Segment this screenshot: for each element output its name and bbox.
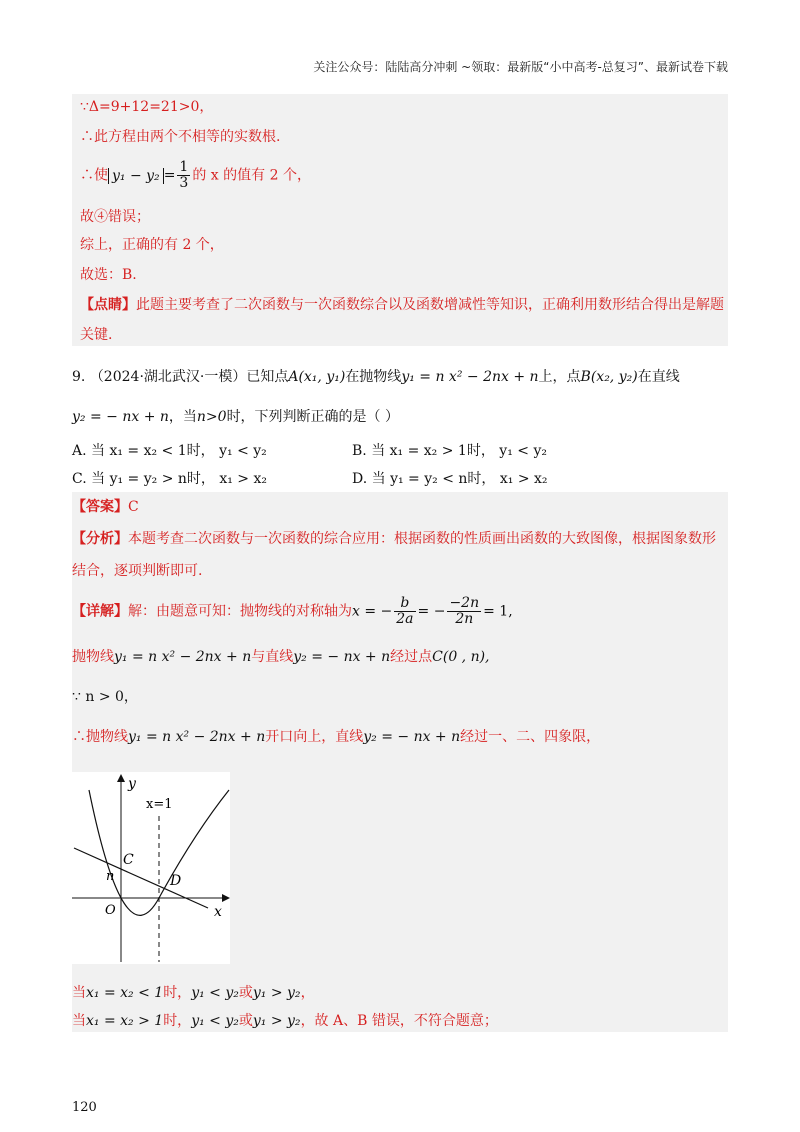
answer-value: C — [128, 499, 139, 515]
case2-or: 或 — [238, 1013, 253, 1029]
option-c-label: C. — [72, 471, 87, 487]
comment-line-1 — [80, 296, 724, 314]
question-source: （2024·湖北武汉·一模） — [89, 369, 247, 385]
case1-a: 当 — [72, 985, 86, 1001]
option-a — [72, 440, 267, 460]
analysis-text-1: 本题考查二次函数与一次函数的综合应用：根据函数的性质画出函数的大致图像，根据图象数形 — [128, 531, 716, 547]
solution-line-4: 故④错误； — [80, 209, 150, 225]
option-d-text: 当 y₁ = y₂ < n时， x₁ > x₂ — [371, 471, 548, 487]
stem-part-e: ，当 — [168, 409, 197, 425]
eq-mid: = − — [417, 603, 446, 620]
line-equation: y₂ = − nx + n — [72, 409, 169, 425]
x-axis-arrow — [222, 894, 230, 902]
option-b — [352, 440, 547, 460]
axis-expr: x = − — [352, 603, 393, 620]
option-b-text: 当 x₁ = x₂ > 1时， y₁ < y₂ — [371, 443, 547, 459]
page-number: 120 — [72, 1100, 97, 1115]
straight-line — [74, 848, 208, 908]
comment-line-2: 关键. — [80, 327, 113, 343]
option-a-text: 当 x₁ = x₂ < 1时， y₁ < y₂ — [91, 443, 267, 459]
option-c — [72, 468, 267, 488]
axis-label: x=1 — [146, 797, 173, 812]
answer-tag: 【答案】 — [72, 499, 128, 515]
case2-a: 当 — [72, 1013, 86, 1029]
detail-line-1 — [72, 596, 513, 627]
fraction-denominator: 3 — [179, 175, 189, 191]
detail-line-2 — [72, 648, 490, 666]
line4-c: 经过一、二、四象限， — [460, 729, 601, 745]
solution-line-3-suffix: 的 x 的值有 2 个， — [192, 167, 311, 184]
question-9-stem — [72, 368, 680, 386]
n-label: n — [106, 869, 115, 884]
fraction-numerator: 1 — [179, 159, 189, 175]
analysis-line-1 — [72, 530, 716, 548]
question-number: 9. — [72, 369, 86, 385]
case2-cond: x₁ = x₂ > 1 — [86, 1013, 164, 1029]
case1-or: 或 — [238, 985, 253, 1001]
option-d-label: D. — [352, 471, 368, 487]
case2-b: 时， — [163, 1013, 192, 1029]
axis-end: = 1, — [483, 603, 513, 620]
analysis-tag: 【分析】 — [72, 531, 128, 547]
stem-part-f: 时，下列判断正确的是（ ） — [226, 409, 400, 425]
case2-end: ，故 A、B 错误，不符合题意； — [300, 1013, 498, 1029]
line2-b: 与直线 — [251, 649, 294, 665]
page-header: 关注公众号：陆陆高分冲刺 ~领取：最新版“小中高考-总复习”、最新试卷下载 — [313, 60, 728, 74]
frac1-den: 2a — [396, 611, 414, 627]
solution-line-3-prefix: ∴使 — [80, 167, 108, 184]
option-d — [352, 468, 548, 488]
answer-line — [72, 498, 139, 516]
point-b: B(x₂, y₂) — [580, 369, 638, 385]
solution-line-5: 综上，正确的有 2 个， — [80, 237, 224, 253]
y-label: y — [128, 776, 136, 792]
stem-part-a: 已知点 — [246, 369, 289, 385]
y-axis-arrow — [117, 774, 125, 782]
case1-end: ， — [300, 985, 315, 1001]
detail-intro: 解：由题意可知：抛物线的对称轴为 — [128, 603, 352, 620]
line4-line: y₂ = − nx + n — [363, 729, 461, 745]
abs-expression: y₁ − y₂ — [108, 168, 164, 184]
parabola-equation: y₁ = n x² − 2nx + n — [401, 369, 539, 385]
line2-c: 经过点 — [390, 649, 433, 665]
detail-line-3: ∵ n > 0， — [72, 689, 138, 705]
origin-label: O — [105, 903, 116, 918]
detail-line-4 — [72, 728, 600, 746]
point-d-label: D — [170, 873, 182, 889]
detail-tag: 【详解】 — [72, 603, 128, 620]
case1-res2: y₁ > y₂ — [252, 985, 301, 1001]
stem-part-c: 上，点 — [538, 369, 581, 385]
solution-line-6: 故选：B. — [80, 267, 137, 283]
frac2-num: −2n — [449, 595, 480, 611]
frac1-num: b — [394, 596, 415, 612]
stem-part-b: 在抛物线 — [345, 369, 402, 385]
point-c: C(0 , n), — [432, 649, 490, 665]
question-9-stem-2 — [72, 408, 399, 426]
equals-sign: = — [163, 167, 176, 184]
analysis-line-2: 结合，逐项判断即可. — [72, 563, 203, 579]
solution-line-2: ∴此方程由两个不相等的实数根. — [80, 129, 281, 145]
option-a-label: A. — [72, 443, 87, 459]
point-a: A(x₁, y₁) — [288, 369, 346, 385]
case1-b: 时， — [163, 985, 192, 1001]
case2-res: y₁ < y₂ — [191, 1013, 239, 1029]
line2-a: 抛物线 — [72, 649, 114, 665]
fraction-b-2a — [394, 596, 415, 627]
case1-cond: x₁ = x₂ < 1 — [86, 985, 164, 1001]
x-label: x — [214, 904, 222, 920]
point-c-label: C — [123, 852, 134, 868]
line4-parabola: y₁ = n x² − 2nx + n — [128, 729, 266, 745]
graph-svg — [72, 772, 230, 964]
option-c-text: 当 y₁ = y₂ > n时， x₁ > x₂ — [91, 471, 267, 487]
frac2-den: 2n — [455, 611, 474, 627]
solution-line-3 — [80, 160, 311, 191]
function-graph — [72, 772, 230, 964]
case2-res2: y₁ > y₂ — [252, 1013, 301, 1029]
line4-a: ∴抛物线 — [72, 729, 128, 745]
case-line-1 — [72, 984, 315, 1002]
comment-text-1: 此题主要考查了二次函数与一次函数综合以及函数增减性等知识，正确利用数形结合得出是解题 — [136, 297, 724, 313]
solution-line-1: ∵Δ=9+12=21>0， — [80, 99, 214, 115]
case-line-2 — [72, 1012, 498, 1030]
comment-tag: 【点睛】 — [80, 297, 136, 313]
stem-part-d: 在直线 — [637, 369, 680, 385]
line2-line: y₂ = − nx + n — [293, 649, 391, 665]
option-b-label: B. — [352, 443, 367, 459]
line2-parabola: y₁ = n x² − 2nx + n — [114, 649, 252, 665]
fraction-one-third — [177, 160, 190, 191]
fraction-2n — [447, 596, 481, 627]
line4-b: 开口向上，直线 — [265, 729, 364, 745]
condition: n>0 — [196, 409, 227, 425]
case1-res: y₁ < y₂ — [191, 985, 239, 1001]
